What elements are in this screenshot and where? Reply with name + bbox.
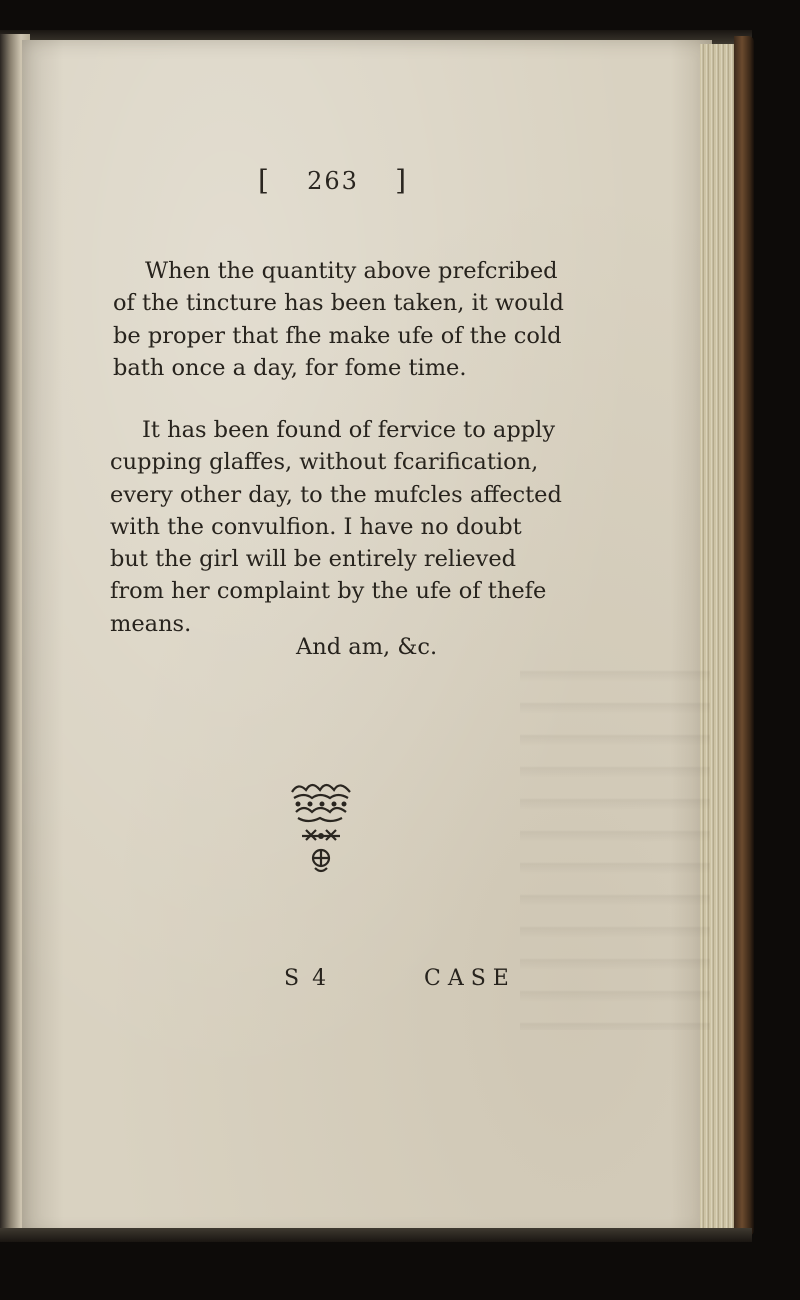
text-line: of the tincture has been taken, it would xyxy=(113,290,564,317)
paragraph-1 xyxy=(113,255,564,384)
text-line: every other day, to the mufcles affected xyxy=(110,481,562,508)
text-line: cupping glaffes, without fcarification, xyxy=(110,449,539,476)
closing-line: And am, &c. xyxy=(296,634,438,660)
signature-mark: S 4 xyxy=(284,966,330,991)
header-bracket-close: ] xyxy=(395,164,408,197)
header-bracket-open: [ xyxy=(258,164,271,197)
text-line: but the girl will be entirely relieved xyxy=(110,546,517,573)
text-line: with the convulfion. I have no doubt xyxy=(110,513,522,540)
printers-ornament-icon xyxy=(286,778,356,874)
text-line: bath once a day, for fome time. xyxy=(113,354,467,381)
show-through-text xyxy=(520,650,710,1030)
text-line: It has been found of fervice to apply xyxy=(142,417,556,443)
catchword: CASE xyxy=(424,966,516,991)
book-cover-bottom-edge xyxy=(0,1228,752,1242)
page-stack-edge xyxy=(700,44,736,1230)
page-number: 263 xyxy=(307,166,359,195)
text-line: When the quantity above prefcribed xyxy=(145,258,558,284)
text-line: means. xyxy=(110,610,192,637)
page-header xyxy=(258,164,408,197)
text-line: from her complaint by the ufe of thefe xyxy=(110,578,547,605)
text-line: be proper that fhe make ufe of the cold xyxy=(113,322,562,349)
paragraph-2 xyxy=(110,414,562,640)
book-cover-right-edge xyxy=(734,36,754,1236)
